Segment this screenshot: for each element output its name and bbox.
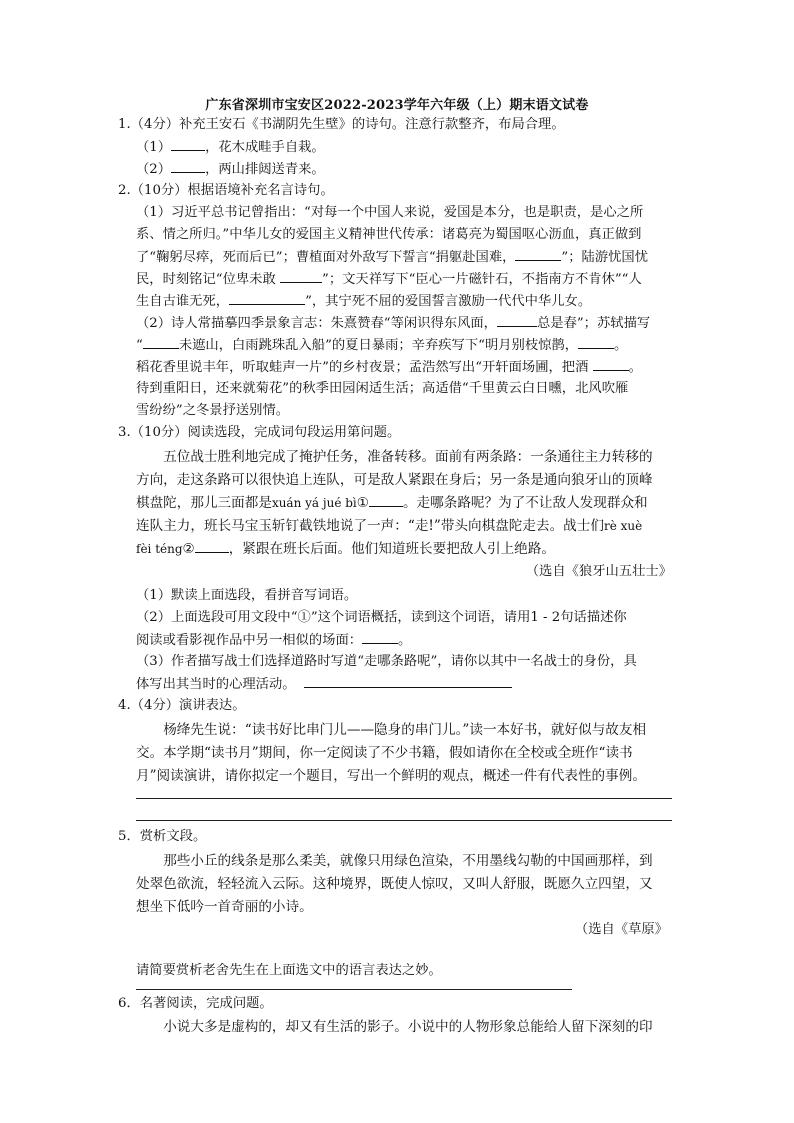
passage-line: 想坐下低吟一首奇丽的小诗。 bbox=[136, 899, 313, 915]
passage-line: 五位战士胜利地完成了掩护任务，准备转移。面前有两条路：一条通往主力转移的 bbox=[163, 449, 653, 465]
answer-line[interactable] bbox=[304, 673, 512, 688]
page-title: 广东省深圳市宝安区2022-2023学年六年级（上）期末语文试卷 bbox=[205, 98, 589, 113]
sub-question: 请简要赏析老舍先生在上面选文中的语言表达之妙。 bbox=[136, 963, 442, 978]
sub-question: （3）作者描写战士们选择道路时写道“走哪条路呢”，请你以其中一名战士的身份，具 bbox=[136, 654, 637, 669]
q2-text: 生自古谁无死， ”，其宁死不屈的爱国誓言激励一代代中华儿女。 bbox=[136, 290, 684, 313]
sub-question: （1）默读上面选段，看拼音写词语。 bbox=[136, 588, 358, 603]
answer-blank[interactable] bbox=[578, 334, 614, 349]
answer-blank[interactable] bbox=[369, 492, 403, 507]
q2-text: （1）习近平总书记曾指出：“对每一个中国人来说，爱国是本分，也是职责，是心之所 bbox=[136, 205, 644, 220]
sub-question: 阅读或看影视作品中另一相似的场面： 。 bbox=[136, 629, 684, 652]
q2-text: 系、情之所归。”中华儿女的爱国主义精神世代传承：诸葛亮为蜀国呕心沥血，真正做到 bbox=[136, 227, 642, 242]
q5-heading: 5．赏析文段。 bbox=[118, 829, 207, 844]
answer-line[interactable] bbox=[136, 989, 572, 990]
q2-text: 雪纷纷”之冬景抒送别情。 bbox=[136, 403, 290, 418]
passage-line: fèi téng② ，紧跟在班长后面。他们知道班长要把敌人引上绝路。 bbox=[136, 538, 681, 561]
answer-line[interactable] bbox=[136, 820, 672, 821]
passage-line: 连队主力，班长马宝玉斩钉截铁地说了一声：“走!”带头向棋盘陀走去。战士们rè xuè bbox=[136, 518, 643, 534]
passage-line: 月”阅读演讲，请你拟定一个题目，写出一个鲜明的观点，概述一件有代表性的事例。 bbox=[136, 768, 646, 784]
q4-heading: 4.（4分）演讲表达。 bbox=[118, 698, 246, 713]
q1-heading: 1.（4分）补充王安石《书湖阴先生壁》的诗句。注意行款整齐，布局合理。 bbox=[118, 117, 565, 132]
passage-line: 交。本学期“读书月”期间，你一定阅读了不少书籍，假如请你在全校或全班作“读书 bbox=[136, 745, 633, 761]
passage-source: （选自《狼牙山五壮士》 bbox=[525, 564, 672, 579]
q2-text: 了“鞠躬尽瘁，死而后已”；曹植面对外敌写下誓言“捐躯赴国难， ”；陆游忧国忧 bbox=[136, 246, 684, 269]
passage-line: 小说大多是虚构的，却又有生活的影子。小说中的人物形象总能给人留下深刻的印 bbox=[163, 1019, 653, 1035]
answer-blank[interactable] bbox=[229, 290, 305, 305]
q1-line2: （2） ，两山排闼送青来。 bbox=[136, 158, 681, 181]
answer-blank[interactable] bbox=[497, 312, 537, 327]
q2-heading: 2.（10分）根据语境补充名言诗句。 bbox=[118, 183, 334, 198]
passage-line: 处翠色欲流，轻轻流入云际。这种境界，既使人惊叹，又叫人舒服，既愿久立四望，又 bbox=[136, 876, 653, 892]
passage-line: 杨绛先生说：“读书好比串门儿——隐身的串门儿。”读一本好书，就好似与故友相 bbox=[163, 722, 647, 738]
q1-line1: （1） ，花木成畦手自栽。 bbox=[136, 136, 681, 159]
answer-blank[interactable] bbox=[171, 158, 205, 173]
answer-blank[interactable] bbox=[143, 334, 179, 349]
q6-heading: 6．名著阅读，完成问题。 bbox=[118, 996, 273, 1011]
passage-line: 那些小丘的线条是那么柔美，就像只用绿色渲染，不用墨线勾勒的中国画那样，到 bbox=[163, 853, 653, 869]
answer-blank[interactable] bbox=[280, 268, 322, 283]
q2-text: 民，时刻铭记“位卑未敢 ”；文天祥写下“臣心一片磁针石，不指南方不肯休”“人 bbox=[136, 268, 684, 291]
q2-text: 稻花香里说丰年，听取蛙声一片”的乡村夜景；孟浩然写出“开轩面场圃，把酒 。 bbox=[136, 356, 690, 379]
q2-text: 待到重阳日，还来就菊花”的秋季田园闲适生活；高适借“千里黄云白日曛，北风吹雁 bbox=[136, 381, 629, 396]
answer-blank[interactable] bbox=[171, 136, 205, 151]
answer-blank[interactable] bbox=[515, 246, 561, 261]
answer-blank[interactable] bbox=[593, 356, 629, 371]
q3-heading: 3.（10分）阅读选段，完成词句段运用第问题。 bbox=[118, 425, 401, 440]
answer-blank[interactable] bbox=[195, 538, 229, 553]
answer-line[interactable] bbox=[136, 798, 672, 799]
passage-line: 棋盘陀，那儿三面都是xuán yá jué bì① 。走哪条路呢？为了不让敌人发现群众和 bbox=[136, 492, 681, 515]
answer-blank[interactable] bbox=[362, 629, 398, 644]
q2-text: “ 未遮山，白雨跳珠乱入船”的夏日暴雨；辛弃疾写下“明月别枝惊鹊， 。 bbox=[136, 334, 684, 357]
sub-question: （2）上面选段可用文段中“①”这个词语概括，读到这个词语，请用1 - 2句话描述你 bbox=[136, 610, 627, 625]
sub-question: 体写出其当时的心理活动。 bbox=[136, 673, 684, 696]
q2-text: （2）诗人常描摹四季景象言志：朱熹赞春“等闲识得东风面， 总是春”；苏轼描写 bbox=[136, 312, 681, 335]
passage-line: 方向，走这条路可以很快追上连队，可是敌人紧跟在身后；另一条是通向狼牙山的顶峰 bbox=[136, 472, 653, 488]
passage-source: （选自《草原》 bbox=[574, 922, 668, 937]
